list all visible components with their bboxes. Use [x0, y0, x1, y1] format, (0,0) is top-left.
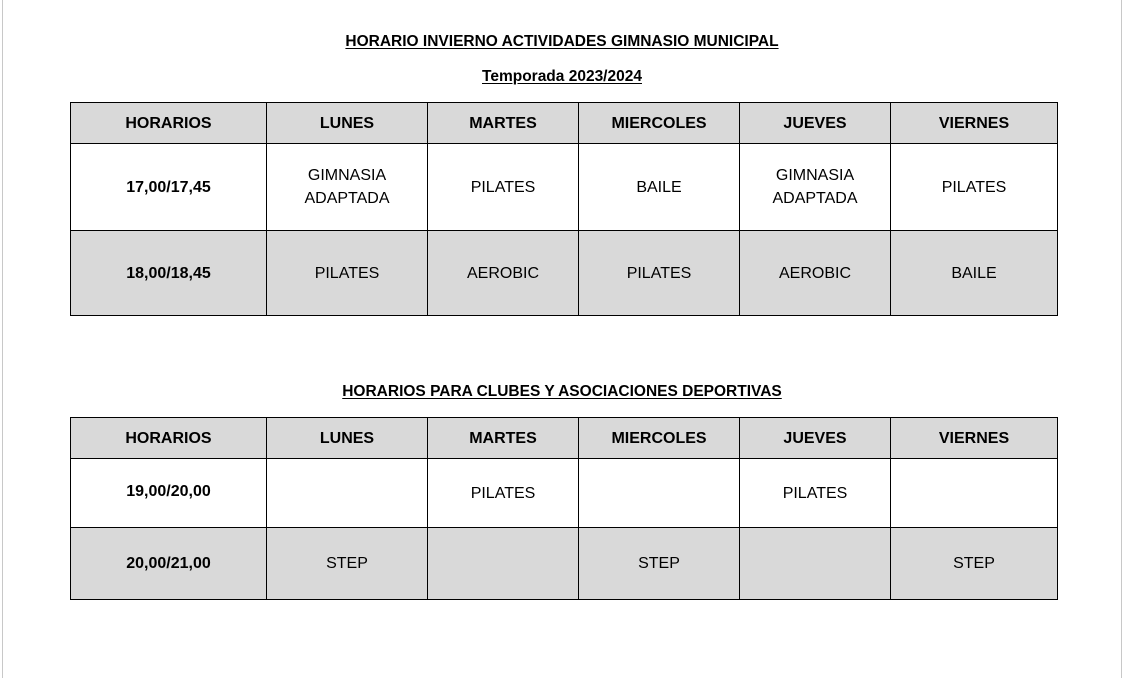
time-slot: 19,00/20,00 [71, 459, 267, 528]
activity-cell: STEP [891, 528, 1058, 600]
header-jueves: JUEVES [740, 103, 891, 144]
table-row [71, 144, 1058, 231]
activity-cell: BAILE [579, 144, 740, 231]
activity-cell: PILATES [579, 231, 740, 316]
table-header-row [71, 418, 1058, 459]
header-martes: MARTES [428, 418, 579, 459]
activity-cell [740, 528, 891, 600]
time-slot: 17,00/17,45 [71, 144, 267, 231]
header-viernes: VIERNES [891, 103, 1058, 144]
header-viernes: VIERNES [891, 418, 1058, 459]
header-lunes: LUNES [267, 103, 428, 144]
header-lunes: LUNES [267, 418, 428, 459]
activity-cell: BAILE [891, 231, 1058, 316]
activity-cell [267, 459, 428, 528]
activity-cell [891, 459, 1058, 528]
table-header-row [71, 103, 1058, 144]
table-row [71, 231, 1058, 316]
header-miercoles: MIERCOLES [579, 418, 740, 459]
activity-cell [579, 459, 740, 528]
activity-cell: GIMNASIA ADAPTADA [740, 144, 891, 231]
header-horarios: HORARIOS [71, 103, 267, 144]
activity-cell [428, 528, 579, 600]
header-miercoles: MIERCOLES [579, 103, 740, 144]
table-row [71, 528, 1058, 600]
section-title-clubes [0, 383, 1124, 401]
section-title-clubes-text: HORARIOS PARA CLUBES Y ASOCIACIONES DEPORTIVAS [342, 383, 782, 400]
table-row [71, 459, 1058, 528]
activity-cell: STEP [579, 528, 740, 600]
activity-cell: GIMNASIA ADAPTADA [267, 144, 428, 231]
activity-cell: PILATES [267, 231, 428, 316]
page-edge-right [1121, 0, 1122, 678]
season-subtitle-text: Temporada 2023/2024 [482, 68, 642, 85]
document-title [0, 33, 1124, 51]
activity-cell: AEROBIC [740, 231, 891, 316]
activity-cell: PILATES [891, 144, 1058, 231]
activity-cell: PILATES [428, 459, 579, 528]
time-slot: 18,00/18,45 [71, 231, 267, 316]
header-martes: MARTES [428, 103, 579, 144]
activity-cell: AEROBIC [428, 231, 579, 316]
activity-cell: STEP [267, 528, 428, 600]
time-slot: 20,00/21,00 [71, 528, 267, 600]
season-subtitle [0, 68, 1124, 86]
header-horarios: HORARIOS [71, 418, 267, 459]
activities-schedule-table [70, 102, 1058, 316]
header-jueves: JUEVES [740, 418, 891, 459]
document-title-text: HORARIO INVIERNO ACTIVIDADES GIMNASIO MUNICIPAL [345, 33, 779, 50]
activity-cell: PILATES [428, 144, 579, 231]
page-edge-left [2, 0, 3, 678]
clubs-schedule-table [70, 417, 1058, 600]
activity-cell: PILATES [740, 459, 891, 528]
